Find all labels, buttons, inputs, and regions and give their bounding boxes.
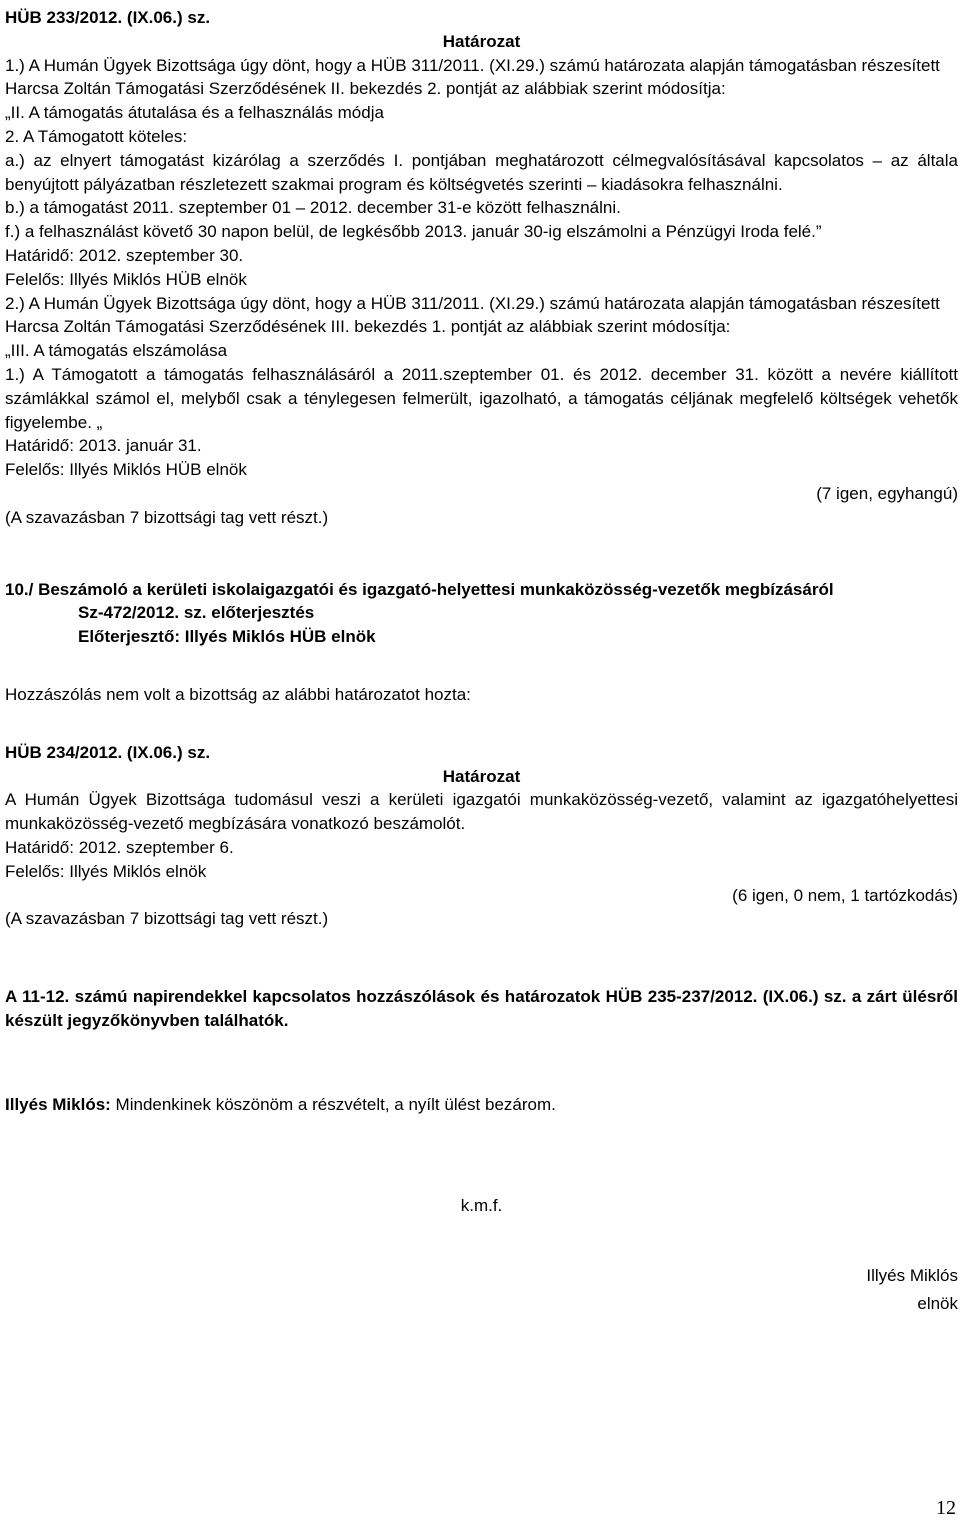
closing-speaker: Illyés Miklós: [5,1094,111,1114]
paragraph: 1.) A Támogatott a támogatás felhasználásáról a 2011.szeptember 01. és 2012. december 31. között a nevére kiállított számlákkal számol el, melyből csak a ténylegesen felmerült, igazolható, a támogatás céljának megfelelő költségek vehetők figyelembe. „ [5,364,958,432]
closing-statement [5,1093,958,1117]
vote-participation: (A szavazásban 7 bizottsági tag vett részt.) [5,909,329,929]
responsible: Felelős: Illyés Miklós elnök [5,861,207,881]
agenda-item-number: Sz-472/2012. sz. előterjesztés [78,603,315,623]
vote-participation: (A szavazásban 7 bizottsági tag vett részt.) [5,507,329,527]
vote-result: (7 igen, egyhangú) [816,483,958,503]
document-page [5,6,958,1316]
page-number: 12 [936,1497,956,1520]
resolution-number: HÜB 234/2012. (IX.06.) sz. [5,742,211,762]
paragraph: 1.) A Humán Ügyek Bizottsága úgy dönt, hogy a HÜB 311/2011. (XI.29.) számú határozata alapján támogatásban részesített [5,55,940,75]
paragraph: Harcsa Zoltán Támogatási Szerződésének II. bekezdés 2. pontját az alábbiak szerint módosítja: [5,79,726,99]
vote-result: (6 igen, 0 nem, 1 tartózkodás) [732,885,958,905]
paragraph: „III. A támogatás elszámolása [5,341,228,361]
resolution-heading: Határozat [442,31,521,51]
closing-text: Mindenkinek köszönöm a részvételt, a nyílt ülést bezárom. [110,1094,556,1114]
paragraph: „II. A támogatás átutalása és a felhasználás módja [5,103,384,123]
agenda-item-presenter: Előterjesztő: Illyés Miklós HÜB elnök [78,627,376,647]
paragraph: A Humán Ügyek Bizottsága tudomásul veszi a kerületi igazgatói munkaközösség-vezető, valamint az igazgatóhelyettesi munkaközösség-vezető megbízására vonatkozó beszámolót. [5,790,958,834]
signature-name: Illyés Miklós [866,1266,958,1286]
deadline: Határidő: 2012. szeptember 6. [5,837,234,857]
deadline: Határidő: 2012. szeptember 30. [5,245,244,265]
deadline: Határidő: 2013. január 31. [5,436,202,456]
paragraph: a.) az elnyert támogatást kizárólag a szerződés I. pontjában meghatározott célmegvalósításával kapcsolatos – az általa benyújtott pályázatban részletezett szakmai program és költségvetés szerinti – kiadásokra felhasználni. [5,150,958,194]
paragraph: 2.) A Humán Ügyek Bizottsága úgy dönt, hogy a HÜB 311/2011. (XI.29.) számú határozata alapján támogatásban részesített [5,293,940,313]
paragraph: f.) a felhasználást követő 30 napon belül, de legkésőbb 2013. január 30-ig elszámolni a Pénzügyi Iroda felé.” [5,222,822,242]
comment-note: Hozzászólás nem volt a bizottság az alábbi határozatot hozta: [5,684,471,704]
kmf-mark: k.m.f. [460,1196,503,1216]
signature-title: elnök [917,1294,958,1314]
responsible: Felelős: Illyés Miklós HÜB elnök [5,269,247,289]
paragraph: b.) a támogatást 2011. szeptember 01 – 2012. december 31-e között felhasználni. [5,198,621,218]
resolution-heading: Határozat [442,766,521,786]
closed-session-note: A 11-12. számú napirendekkel kapcsolatos hozzászólások és határozatok HÜB 235-237/2012. (IX.06.) sz. a zárt ülésről készült jegyzőkönyvben találhatók. [5,987,958,1030]
resolution-number: HÜB 233/2012. (IX.06.) sz. [5,8,211,27]
responsible: Felelős: Illyés Miklós HÜB elnök [5,460,247,480]
paragraph: Harcsa Zoltán Támogatási Szerződésének III. bekezdés 1. pontját az alábbiak szerint módosítja: [5,317,731,337]
agenda-item-title: 10./ Beszámoló a kerületi iskolaigazgatói és igazgató-helyettesi munkaközösség-vezetők megbízásáról [5,579,834,599]
paragraph: 2. A Támogatott köteles: [5,126,188,146]
